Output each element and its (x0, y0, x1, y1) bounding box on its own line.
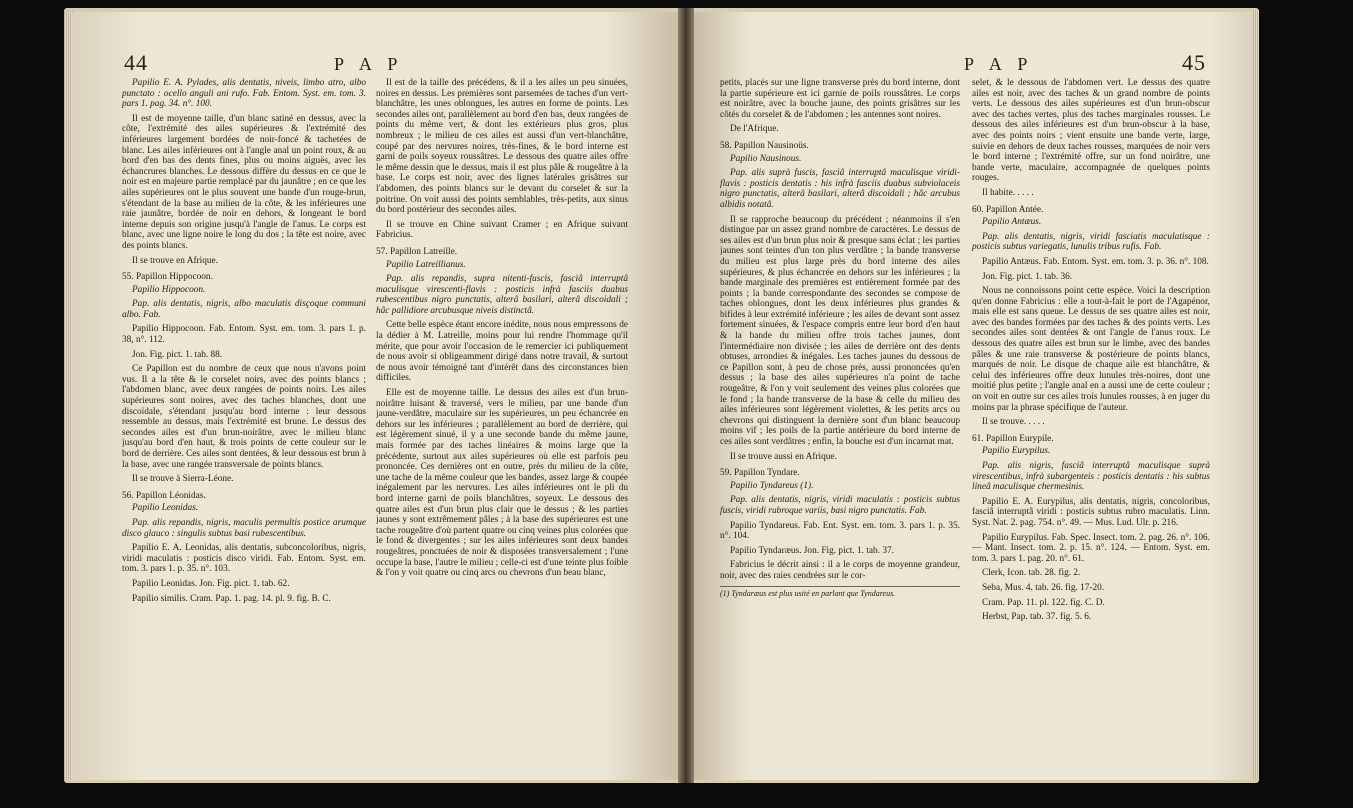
book-spread (64, 8, 1259, 783)
page-number-right: 45 (1182, 50, 1206, 75)
paragraph: Nous ne connoissons point cette espèce. Voici la description qu'en donne Fabricius : elle a tout-à-fait le port de l'Agapénor, mais elle est sans queue. Le dessus de ses quatre ailes est noir, avec des bandes formées par des taches & des points verts. Les secondes ailes sont dentées & ont l'angle de l'anus roux. Le dessous des quatre ailes est brun sur le limbe, avec des bandes pâles & une raie transverse & postérieure de points blancs, marqués de noir. Le disque de chaque aile est blanchâtre, & celui des inférieures offre deux lunules très-noires, dont une moitié plus petite ; l'angle anal en a aussi une de cette couleur ; on voit en outre sur ces ailes trois lunules rousses, à en juger du moins par la phrase spécifique de l'auteur. (972, 286, 1210, 413)
species-heading: 58. Papillon Nausinoüs. (720, 140, 809, 151)
paragraph: Clerk, Icon. tab. 28. fig. 2. (982, 568, 1081, 579)
left-page (72, 12, 678, 780)
paragraph: Papilio E. A. Eurypilus, alis dentatis, nigris, concoloribus, fasciâ interruptâ viridi : posticis subtus rubro maculatis. Linn. Syst. Nat. 2. pag. 754. n°. 49. — Mus. Lud. Ulr. p. 216. (972, 496, 1210, 528)
paragraph: petits, placés sur une ligne transverse près du bord interne, dont la partie supérieure est ici garnie de poils roussâtres. Le corps est noirâtre, avec la bouche jaune, des points grisâtres sur les côtés du corselet & de l'abdomen ; les antennes sont noires. (720, 78, 960, 120)
paragraph: Papilio E. A. Leonidas, alis dentatis, subconcoloribus, nigris, viridi maculatis : posticis disco viridi. Fab. Entom. Syst. em. tom. 3. pars 1. p. 35. n°. 103. (122, 543, 366, 575)
left-column-1 (122, 78, 366, 768)
paragraph: Jon. Fig. pict. 1. tab. 36. (982, 271, 1073, 282)
species-heading: 59. Papillon Tyndare. (720, 468, 800, 479)
paragraph: Pap. alis suprà fuscis, fasciâ interruptâ maculisque viridi-flavis : posticis dentatis : his infrà fasciis duabus subviolaceis nigro punctatis, alterâ basilari, alterâ discoidali ; hâc arcubus albidis notatâ. (720, 168, 960, 210)
paragraph: Papilio E. A. Pylades, alis dentatis, niveis, limbo atro, albo punctato : ocello anguli ani rufo. Fab. Entom. Syst. em. tom. 3. pars 1. pag. 34. n°. 100. (122, 78, 366, 110)
paragraph: Cette belle espèce étant encore inédite, nous nous empressons de la dédier à M. Latreille, moins pour lui rendre l'hommage qu'il mérite, que pour avoir l'occasion de le remercier ici publiquement de nous avoir si obligeamment dirigé dans notre travail, & surtout de nous avoir témoigné tant d'intérêt dans des circonstances bien difficiles. (376, 320, 628, 384)
paragraph: Il se trouve en Chine suivant Cramer ; en Afrique suivant Fabricius. (376, 219, 628, 241)
left-column-2 (376, 78, 628, 768)
paragraph: Il est de la taille des précédens, & il a les ailes un peu sinuées, noires en dessus. Les premières sont parsemées de taches d'un vert-blanchâtre, les unes oblongues, les autres en forme de points. Les secondes ailes ont, parallèlement au bord d'en bas, deux rangées de points du même vert, & dont les extérieurs plus gros, plus nombreux ; le milieu de ces ailes est aussi d'un vert-blanchâtre, coupé par des nervures noires, très-fines, & le bord interne est garni de poils soyeux roussâtres. Le dessous des quatre ailes offre le même dessin que le dessus, mais il est plus pâle & rougeâtre à la base. Le corps est noir, avec des lignes latérales grisâtres sur l'abdomen, des points blancs sur le devant du corselet & sur la poitrine. On voit aussi des points semblables, très-petits, aux sinus du bord postérieur des secondes ailes. (376, 78, 628, 216)
species-heading: 56. Papillon Léonidas. (122, 490, 206, 501)
paragraph: De l'Afrique. (730, 124, 779, 135)
species-latin-name: Papilio Tyndareus (1). (730, 480, 814, 491)
paragraph: Herbst, Pap. tab. 37. fig. 5. 6. (982, 612, 1092, 623)
paragraph: Il est de moyenne taille, d'un blanc satiné en dessus, avec la côte, l'extrémité des ailes supérieures & l'extrémité des inférieures largement bordées de noir-foncé & tachetées de blanc. Les ailes inférieures ont à l'angle anal un point roux, & au bord d'en bas des dents fines, plus ou moins aiguës, avec les échancrures blanches. Le dessous diffère du dessus en ce que le noir est en majeure partie remplacé par du jaunâtre ; en ce que les ailes supérieures ont le plus souvent une bande d'un rouge-brun, s'étendant de la base au milieu de la côte, & les inférieures une raie jaunâtre, bordée de noir en dehors, & longeant le bord interne depuis son origine jusqu'à l'angle de l'anus. Le corps est blanc, avec une ligne noire le long du dos ; la tête est noire, avec des points blancs. (122, 113, 366, 251)
paragraph: Papilio similis. Cram. Pap. 1. pag. 14. pl. 9. fig. B. C. (132, 593, 331, 604)
paragraph: Papilio Hippocoon. Fab. Entom. Syst. em. tom. 3. pars 1. p. 38, n°. 112. (122, 324, 366, 346)
paragraph: selet, & le dessous de l'abdomen vert. Le dessus des quatre ailes est noir, avec des taches & un grand nombre de points verts. Le dessous des ailes supérieures est d'un brun-obscur avec des taches vertes, plus des taches marginales rousses. Le dessous des ailes inférieures est d'un brun-obscur à la base, avec des points noirs ; vient ensuite une bande verte, large, suivie en dehors de deux taches rousses, marquées de noir vers le bord interne ; l'extrémité offre, sur un fond noirâtre, une bande verte, maculaire, accompagnée de quelques points rouges. (972, 78, 1210, 184)
right-page (694, 12, 1254, 780)
paragraph: Pap. alis dentatis, nigris, viridi fasciatis maculatisque : posticis subtus variegatis, lunulis tribus rufis. Fab. (972, 231, 1210, 253)
paragraph: Papilio Tyndaræus. Jon. Fig. pict. 1. tab. 37. (730, 545, 894, 556)
species-latin-name: Papilio Nausinous. (730, 153, 802, 164)
right-column-1 (720, 78, 960, 768)
paragraph: Il se trouve aussi en Afrique. (730, 451, 837, 462)
footnote: (1) Tyndaræus est plus usité en parlant que Tyndareus. (720, 586, 960, 600)
paragraph: Seba, Mus. 4. tab. 26. fig. 17-20. (982, 582, 1105, 593)
paragraph: Papilio Antæus. Fab. Entom. Syst. em. tom. 3. p. 36. n°. 108. (982, 256, 1209, 267)
page-edges-right (1253, 10, 1259, 780)
paragraph: Pap. alis repandis, supra nitenti-fuscis, fasciâ interruptâ maculisque virescenti-flavis : posticis infrà fasciis duabus rubescentibus nigro punctatis, alterâ basilari, alterâ discoidali ; hâc pallidiore arcubusque niveis distinctâ. (376, 274, 628, 316)
paragraph: Il se trouve à Sierra-Léone. (132, 474, 234, 485)
species-latin-name: Papilio Latreillianus. (386, 259, 466, 270)
right-column-2 (972, 78, 1210, 768)
paragraph: Papilio Tyndareus. Fab. Ent. Syst. em. tom. 3. pars 1. p. 35. n°. 104. (720, 520, 960, 542)
species-heading: 55. Papillon Hippocoon. (122, 272, 213, 283)
species-latin-name: Papilio Eurypilus. (982, 446, 1051, 457)
species-latin-name: Papilio Hippocoon. (132, 284, 206, 295)
paragraph: Pap. alis dentatis, nigris, albo maculatis disçoque communi albo. Fab. (122, 299, 366, 320)
species-latin-name: Papilio Leonidas. (132, 503, 199, 514)
paragraph: Pap. alis dentatis, nigris, viridi maculatis : posticis subtus fuscis, viridi rubroque variis, basi nigro punctatis. Fab. (720, 495, 960, 516)
paragraph: Jon. Fig. pict. 1. tab. 88. (132, 349, 223, 360)
species-heading: 60. Papillon Antée. (972, 204, 1044, 215)
paragraph: Il se rapproche beaucoup du précédent ; néanmoins il s'en distingue par un assez grand nombre de caractères. Le dessus de ses ailes est d'un brun plus noir & presque sans éclat ; les parties jaunes sont teintes d'un ton plus verdâtre ; la bande transverse du milieu est plus large près du bord interne des ailes supérieures, & plus échancrée en dehors sur les inférieures ; la bande marginale des premières est entièrement formée par des points ; la bande correspondante des secondes se compose de taches oblongues, dont les deux inférieures plus grandes & bifides à leur extrémité inférieure ; les ailes de devant sont assez fortement sinuées, & l'espace compris entre leur bord d'en haut & la bande du milieu offre trois taches jaunes, dont l'intermédiaire non divisée ; les ailes de derrière ont des dents obtuses, arrondies & inégales. Les taches jaunes du dessous de ce Papillon sont, à peu de chose près, aussi prononcées qu'en dessus ; la base des ailes supérieures n'a point de tache rougeâtre, & l'on y voit seulement des veines plus colorées que le fond ; la bande transverse de la base & celle du milieu des ailes inférieures sont légèrement violettes, & les petits arcs ou chevrons qui distinguent la dernière sont d'un blanc beaucoup moins vif ; les poils de la partie antérieure du bord interne de ces ailes sont verdâtres ; enfin, la bouche est d'un incarnat mat. (720, 214, 960, 447)
species-heading: 57. Papillon Latreille. (376, 246, 458, 257)
species-latin-name: Papilio Antæus. (982, 217, 1042, 228)
paragraph: Papilio Eurypilus. Fab. Spec. Insect. tom. 2. pag. 26. n°. 106. — Mant. Insect. tom. 2. p. 15. n°. 124. — Entom. Syst. em. tom. 3. pars 1. pag. 20. n°. 61. (972, 532, 1210, 564)
paragraph: Pap. alis repandis, nigris, maculis permultis postice arumque disco glauco : singulis subtus basi rubescentibus. (122, 517, 366, 539)
paragraph: Pap. alis nigris, fasciâ interruptâ maculisque suprà virescentibus, infrà subargenteis : posticis dentatis : his subtus lineâ maculisque chermesinis. (972, 461, 1210, 493)
paragraph: Il habite. . . . . (982, 187, 1034, 198)
species-heading: 61. Papillon Eurypile. (972, 433, 1054, 444)
paragraph: Papilio Leonidas. Jon. Fig. pict. 1. tab. 62. (132, 578, 290, 589)
paragraph: Elle est de moyenne taille. Le dessus des ailes est d'un brun-noirâtre luisant & traversé, vers le milieu, par une bande d'un jaune-verdâtre, maculaire sur les supérieures, un peu échancrée en dehors sur les inférieures ; parallèlement au bord de derrière, qui est légèrement sinué, il y a une seconde bande du même jaune, mais formée par des taches linéaires & moins large que la précédente, surtout aux ailes supérieures où elle est parfois peu prononcée. Ces dernières ont en outre, près du milieu de la côte, une tache de la même couleur que les bandes, assez large & coupée inégalement par les nervures. Les ailes inférieures ont le pli du bord interne garni de poils blanchâtres, soyeux. Le dessous des quatre ailes est d'un brun plus clair que le dessus ; & les parties jaunes y sont extrêmement pâles ; à la base des supérieures est une tache rougeâtre d'où partent quatre ou cinq veines plus colorées que le fond & divergentes ; sur les ailes inférieures sont deux bandes rougeâtres, ponctuées de noir & disposées transversalement ; l'une occupe la base, l'autre le milieu ; celle-ci est d'une teinte plus foible & l'on y voit quatre ou cinq arcs ou chevrons d'un beau blanc, (376, 388, 628, 579)
paragraph: Cram. Pap. 11. pl. 122. fig. C. D. (982, 597, 1105, 608)
running-head-left: P A P (334, 54, 404, 74)
book-gutter (678, 8, 694, 783)
paragraph: Fabricius le décrit ainsi : il a le corps de moyenne grandeur, noir, avec des raies cendrées sur le cor- (720, 560, 960, 581)
paragraph: Ce Papillon est du nombre de ceux que nous n'avons point vus. Il a la tête & le corselet noirs, avec des points blancs ; l'abdomen blanc, avec deux rangées de points noirs. Les ailes supérieures sont noires, avec des taches blanches, dont une discoïdale, s'étendant jusqu'au bord interne : leur dessous ressemble au dessus, mais l'extrémité est brune. Le dessus des secondes ailes est d'un brun-noirâtre, avec le milieu blanc jusqu'au bord d'en haut, & trois points de cette couleur sur le bord de derrière. Ces ailes sont dentées, & leur dessous est brun à la base, avec une rangée transversale de points blancs. (122, 364, 366, 470)
page-number-left: 44 (124, 50, 148, 75)
paragraph: Il se trouve en Afrique. (132, 255, 218, 266)
paragraph: Il se trouve. . . . . (982, 417, 1045, 428)
running-head-right: P A P (964, 54, 1034, 74)
